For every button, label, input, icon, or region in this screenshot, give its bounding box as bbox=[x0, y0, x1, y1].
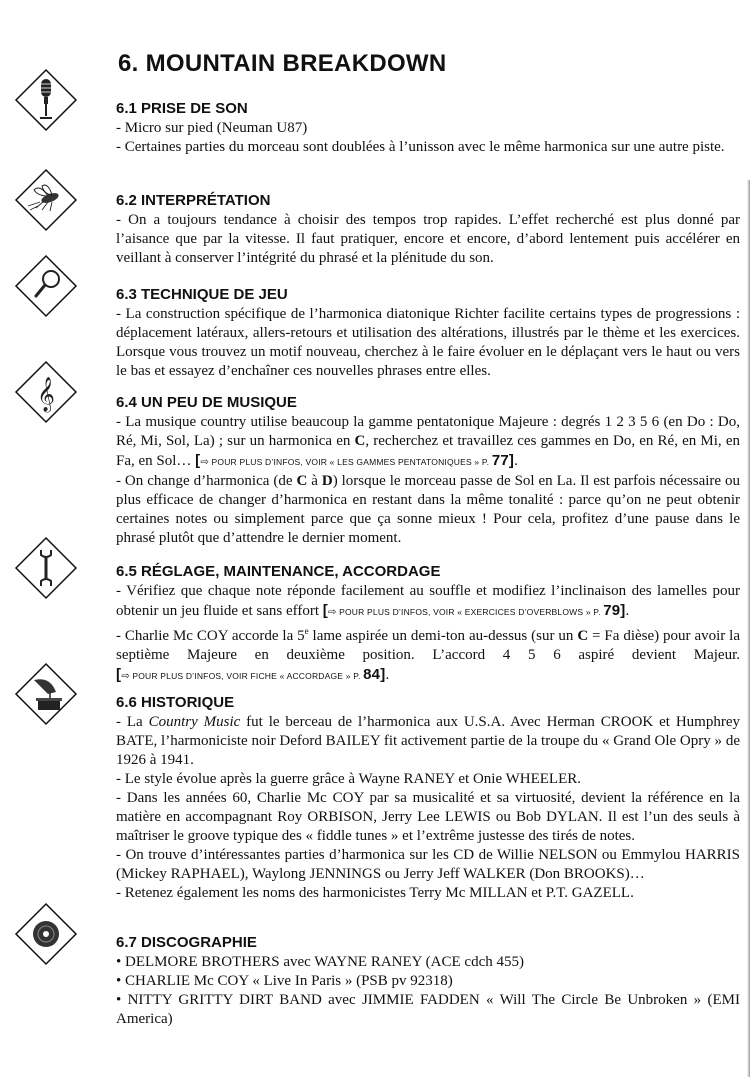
section-heading: 6.5 RÉGLAGE, MAINTENANCE, ACCORDAGE bbox=[116, 563, 441, 580]
text-run: - Vérifiez que chaque note réponde facilement au souffle et modifiez l’inclinaison des lamelles pour obtenir un jeu fluide et sans effort bbox=[116, 583, 740, 619]
page-title: 6. MOUNTAIN BREAKDOWN bbox=[118, 50, 447, 77]
list-item: • DELMORE BROTHERS avec WAYNE RANEY (ACE cdch 455) bbox=[116, 954, 524, 970]
list-item: • CHARLIE Mc COY « Live In Paris » (PSB pv 92318) bbox=[116, 973, 453, 989]
list-item: • NITTY GRITTY DIRT BAND avec JIMMIE FADDEN « Will The Circle Be Unbroken » (EMI America) bbox=[116, 992, 740, 1027]
section-prise-de-son bbox=[116, 100, 740, 157]
text-run: - La musique country utilise beaucoup la gamme pentatonique Majeure : degrés 1 2 3 5 6 (en Do : Do, Ré, Mi, Sol, La) ; sur un harmonica en bbox=[116, 414, 740, 449]
text-run: - On change d’harmonica (de bbox=[116, 473, 297, 489]
section-un-peu-de-musique bbox=[116, 394, 740, 548]
treble-clef-icon bbox=[14, 360, 78, 424]
section-paragraph: - Charlie Mc COY accorde la 5e lame aspirée un demi-ton au-dessus (sur un C = Fa dièse) pour avoir la septième Majeure en deuxième position. L’accord 4 5 6 aspiré devient Majeur. [⇨ POUR PLUS D’INFOS, VOIR FICHE « ACCORDAGE » P. 84]. bbox=[116, 626, 740, 683]
section-paragraph: - Retenez également les noms des harmonicistes Terry Mc MILLAN et P.T. GAZELL. bbox=[116, 885, 634, 901]
section-paragraph: - Certaines parties du morceau sont doublées à l’unisson avec le même harmonica sur une autre piste. bbox=[116, 139, 725, 155]
gramophone-icon bbox=[14, 662, 78, 726]
text-run: fut le berceau de l’harmonica aux U.S.A. Avec Herman CROOK et Humphrey BATE, l’harmoniciste noir Deford BAILEY fit activement partie de la troupe du « Grand Ole Opry » de 1926 à 1941. bbox=[116, 714, 741, 768]
section-heading: 6.3 TECHNIQUE DE JEU bbox=[116, 286, 288, 303]
cross-reference-page: 84 bbox=[363, 666, 381, 683]
section-heading: 6.1 PRISE DE SON bbox=[116, 100, 248, 117]
disc-icon bbox=[14, 902, 78, 966]
cross-reference[interactable]: [⇨ POUR PLUS D’INFOS, VOIR « LES GAMMES PENTATONIQUES » P. 77] bbox=[195, 452, 515, 469]
key-label: C bbox=[577, 628, 589, 644]
text-run: - Charlie Mc COY accorde la 5 bbox=[116, 628, 305, 644]
section-paragraph bbox=[116, 713, 740, 770]
svg-text:𝄞: 𝄞 bbox=[37, 377, 55, 412]
section-paragraph bbox=[116, 472, 740, 548]
section-paragraph: - Micro sur pied (Neuman U87) bbox=[116, 120, 308, 136]
section-paragraph: - Dans les années 60, Charlie Mc COY par sa musicalité et sa virtuosité, devient la référence en la matière en accompagnant Roy ORBISON, Jerry Lee LEWIS ou Bob DYLAN. Il est l’un des seuls à maîtriser le groove typique des « fiddle tunes » et l’extrême justesse des tirés de notes. bbox=[116, 790, 740, 844]
text-run: à bbox=[307, 473, 322, 489]
cross-reference[interactable]: [⇨ POUR PLUS D’INFOS, VOIR « EXERCICES D’OVERBLOWS » P. 79] bbox=[322, 602, 626, 619]
text-run: , recherchez et travaillez ces gammes en Do, en Ré, en Mi, en Fa, en Sol… bbox=[116, 433, 740, 469]
text-italic: Country Music bbox=[148, 714, 241, 730]
cross-reference-text: POUR PLUS D’INFOS, VOIR « EXERCICES D’OVERBLOWS » P. bbox=[339, 607, 601, 617]
section-historique bbox=[116, 694, 740, 903]
section-technique-de-jeu bbox=[116, 286, 740, 381]
section-paragraph: - La construction spécifique de l’harmonica diatonique Richter facilite certains types de progressions : déplacement latéraux, allers-retours et utilisation des altérations, illustrés par le thème et les exercices. Lorsque vous trouvez un motif nouveau, cherchez à le faire évoluer en le déplaçant vers le haut ou vers le bas et essayez d’enchaîner ces nouvelles phrases entre elles. bbox=[116, 306, 740, 379]
section-heading: 6.2 INTERPRÉTATION bbox=[116, 192, 271, 209]
section-paragraph: - Le style évolue après la guerre grâce à Wayne RANEY et Onie WHEELER. bbox=[116, 771, 581, 787]
wrench-icon bbox=[14, 536, 78, 600]
text-run: - La bbox=[116, 714, 149, 730]
section-heading: 6.4 UN PEU DE MUSIQUE bbox=[116, 394, 297, 411]
section-paragraph: - On a toujours tendance à choisir des tempos trop rapides. L’effet recherché est plus donné par l’aisance que par la vitesse. Il faut pratiquer, encore et encore, d’abord lentement puis accélérer en veillant à conserver l’intégrité du phrasé et la plénitude du son. bbox=[116, 212, 740, 266]
section-paragraph: - Vérifiez que chaque note réponde facilement au souffle et modifiez l’inclinaison des lamelles pour obtenir un jeu fluide et sans effort [⇨ POUR PLUS D’INFOS, VOIR « EXERCICES D’OVERBLOWS » P. 79]. bbox=[116, 583, 740, 619]
text-run: lame aspirée un demi-ton au-dessus (sur un bbox=[308, 628, 578, 644]
section-discographie bbox=[116, 934, 740, 1029]
section-heading: 6.6 HISTORIQUE bbox=[116, 694, 235, 711]
section-paragraph: - La musique country utilise beaucoup la gamme pentatonique Majeure : degrés 1 2 3 5 6 (en Do : Do, Ré, Mi, Sol, La) ; sur un harmonica en C, recherchez et travaillez ces gammes en Do, en Ré, en Mi, en Fa, en Sol… [⇨ POUR PLUS D’INFOS, VOIR « LES GAMMES PENTATONIQUES » P. 77]. bbox=[116, 414, 740, 469]
cross-reference-page: 77 bbox=[491, 452, 509, 469]
superscript: e bbox=[304, 626, 309, 636]
cross-reference-page: 79 bbox=[603, 602, 621, 619]
cross-reference-text: POUR PLUS D’INFOS, VOIR « LES GAMMES PENTATONIQUES » P. bbox=[211, 457, 490, 467]
cross-reference[interactable]: [⇨ POUR PLUS D’INFOS, VOIR FICHE « ACCORDAGE » P. 84] bbox=[116, 666, 386, 683]
section-reglage bbox=[116, 563, 740, 686]
key-label: C bbox=[296, 473, 308, 489]
key-label: D bbox=[321, 473, 333, 489]
fly-icon bbox=[14, 168, 78, 232]
text-run: ) lorsque le morceau passe de Sol en La. Il est parfois nécessaire ou plus efficace de changer d’harmonica en restant dans la même tonalité : parce qu’on ne peut obtenir certaines notes ou simplement parce que ça sonne mieux ! Pour cela, profitez d’une pause dans le phrasé plutôt que d’attendre le dernier moment. bbox=[116, 473, 740, 546]
cross-reference-text: POUR PLUS D’INFOS, VOIR FICHE « ACCORDAGE » P. bbox=[132, 671, 361, 681]
section-heading: 6.7 DISCOGRAPHIE bbox=[116, 934, 257, 951]
text-run: = Fa dièse) pour avoir la septième Majeure en deuxième position. L’accord 4 5 6 aspiré devient Majeur. bbox=[116, 628, 740, 663]
section-interpretation bbox=[116, 192, 740, 268]
microphone-icon bbox=[14, 68, 78, 132]
key-label: C bbox=[354, 433, 366, 449]
magnifier-icon bbox=[14, 254, 78, 318]
section-paragraph: - On trouve d’intéressantes parties d’harmonica sur les CD de Willie NELSON ou Emmylou HARRIS (Mickey RAPHAEL), Waylong JENNINGS ou Jerry Jeff WALKER (Don BROOKS)… bbox=[116, 847, 740, 882]
